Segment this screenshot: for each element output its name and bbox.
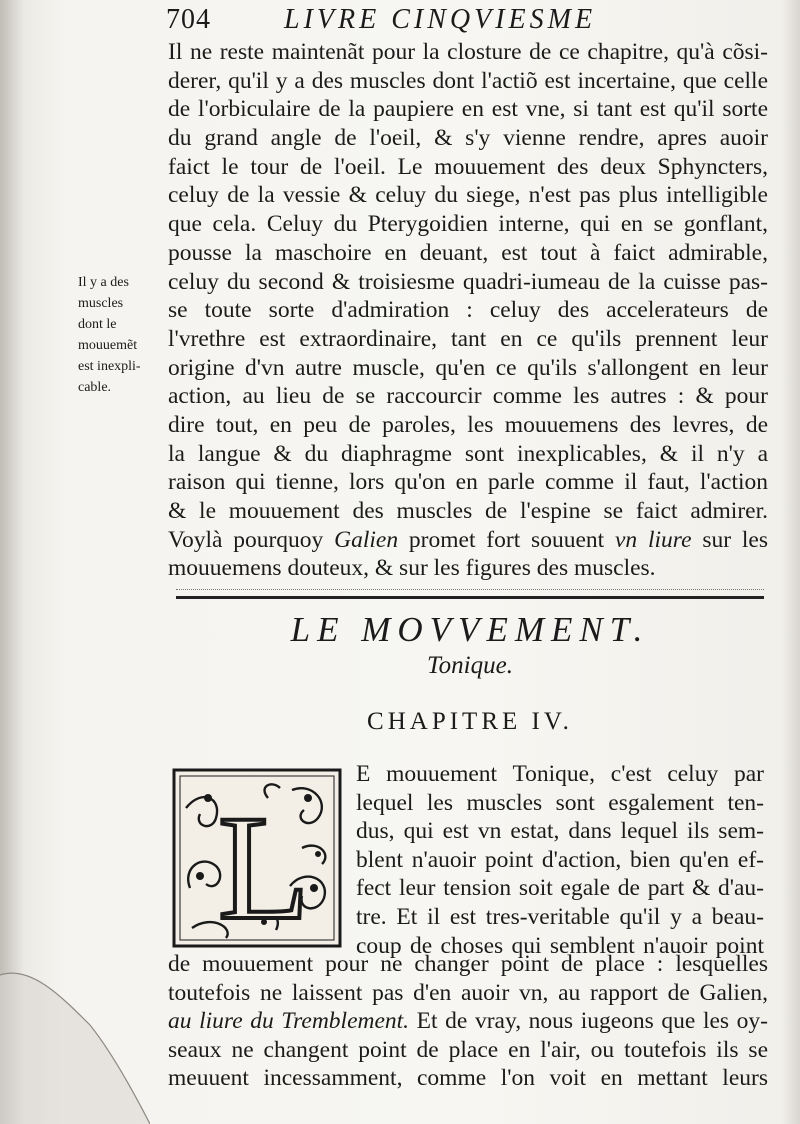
text-line: l'vrethre est extraordinaire, tant en ce qu'ils prennent leur (168, 325, 768, 352)
running-head: LIVRE CINQVIESME (284, 4, 597, 35)
text-line: coup de choses qui semblent n'auoir point (356, 932, 764, 959)
text-line: du grand angle de l'oeil, & s'y vienne rendre, apres auoir (168, 125, 768, 152)
text-line: de mouuement pour ne changer point de place : lesquelles (168, 951, 768, 977)
text-line: se toute sorte d'admiration : celuy des accelerateurs de (168, 297, 768, 324)
text-line: celuy de la vessie & celuy du siege, n'est pas plus intelligible (168, 182, 768, 209)
text-line: origine d'vn autre muscle, qu'en ce qu'ils s'allongent en leur (168, 354, 768, 381)
text-line-with-italics (168, 1007, 768, 1036)
text-line: blent n'auoir point d'action, bien qu'en ef- (356, 846, 764, 873)
text-line: toutefois ne laissent pas d'en auoir vn, au rapport de Galien, (168, 979, 768, 1006)
margin-note-line: est inexpli- (78, 359, 141, 374)
chapter-opening-paragraph (356, 760, 764, 960)
margin-note-line: muscles (78, 296, 124, 311)
italic-phrase: vn liure (615, 526, 692, 553)
margin-note-line: dont le (78, 317, 117, 332)
italic-name-galien: Galien (334, 526, 399, 553)
text-span: sur les (691, 526, 768, 553)
page-show-through (782, 0, 800, 1124)
text-line: seaux ne changent point de place en l'air, ou toutefois ils se (168, 1036, 768, 1063)
section-divider (176, 596, 764, 599)
text-line: & le mouuement des muscles de l'espine se faict admirer. (168, 498, 768, 524)
body-paragraph (168, 38, 768, 583)
text-line: faict le tour de l'oeil. Le mouuement des deux Sphyncters, (168, 153, 768, 180)
section-title: LE MOVVEMENT. (290, 610, 650, 649)
text-line: la langue & du diaphragme sont inexplicables, & il n'y a (168, 440, 768, 467)
text-span: Voylà pourquoy (168, 526, 335, 553)
text-line: pousse la maschoire en deuant, est tout à faict admirable, (168, 239, 768, 266)
text-line: E mouuement Tonique, c'est celuy par (356, 761, 764, 787)
text-line: derer, qu'il y a des muscles dont l'actiõ est incertaine, que celle (168, 67, 768, 94)
text-line: dire tout, en peu de paroles, les mouuemens des levres, de (168, 411, 768, 438)
text-line: celuy du second & troisiesme quadri-iumeau de la cuisse pas- (168, 268, 768, 295)
section-subtitle: Tonique. (427, 652, 513, 679)
initial-letter-glyph: L (218, 785, 310, 948)
text-line: fect leur tension soit egale de part & d'au- (356, 875, 764, 902)
page-number: 704 (166, 4, 211, 35)
page-header (166, 4, 786, 38)
text-line: dus, qui est vn estat, dans lequel ils sem- (356, 818, 764, 845)
chapter-heading: CHAPITRE IV. (367, 708, 573, 735)
ornament-dotted-rule (176, 589, 764, 594)
text-line: meuuent incessamment, comme l'on voit en mettant leurs (168, 1065, 768, 1092)
margin-note-line: Il y a des (78, 275, 129, 290)
margin-note-line: cable. (78, 380, 112, 395)
decorated-initial-letter (172, 768, 342, 948)
text-line: Il ne reste maintenãt pour la closture de ce chapitre, qu'à cõsi- (168, 39, 768, 65)
text-line: mouuemens douteux, & sur les figures des muscles. (168, 555, 656, 582)
text-line-with-italics (168, 526, 768, 555)
text-line: action, au lieu de se raccourcir comme les autres : & pour (168, 383, 768, 410)
margin-note-line: mouuemẽt (78, 338, 138, 353)
italic-citation: au liure du Tremblement. (168, 1008, 410, 1035)
margin-note (78, 272, 170, 398)
chapter-paragraph-continued (168, 950, 768, 1093)
text-span: Et de vray, nous iugeons que les oy- (409, 1008, 768, 1035)
text-line: lequel les muscles sont esgalement ten- (356, 789, 764, 816)
text-line: tre. Et il est tres-veritable qu'il y a beau- (356, 903, 764, 930)
text-line: de l'orbiculaire de la paupiere en est vne, si tant est qu'il sorte (168, 96, 768, 123)
text-line: raison qui tienne, lors qu'on en parle comme il faut, l'action (168, 469, 768, 496)
floral-ornament-icon (172, 768, 342, 948)
text-line: que cela. Celuy du Pterygoidien interne, qui en se gonflant, (168, 211, 768, 238)
text-span: promet fort souuent (398, 526, 615, 553)
torn-page-corner (0, 955, 150, 1124)
